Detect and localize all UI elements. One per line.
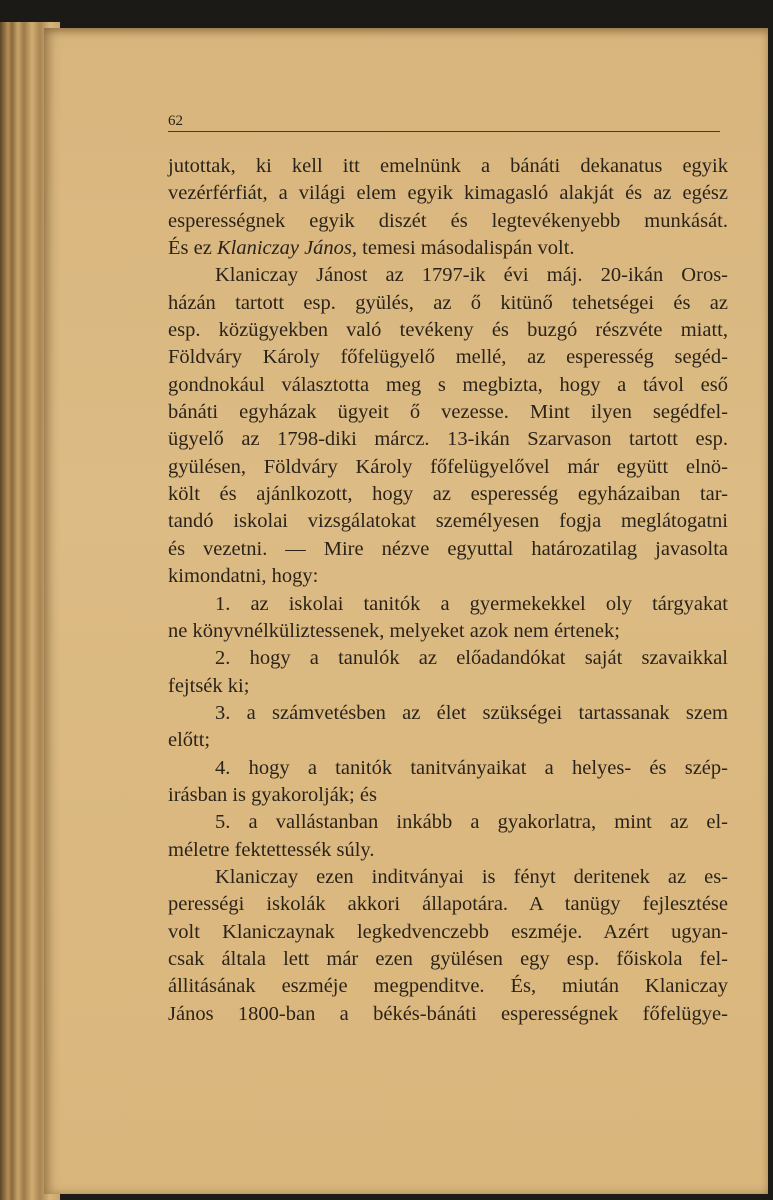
- text-line: 2. hogy a tanulók az előadandókat saját szavaikkal: [215, 647, 728, 670]
- text-line: Klaniczay ezen inditványai is fényt deritenek az es-: [215, 865, 728, 888]
- text-line: esperességnek egyik diszét és legtevékenyebb munkását.: [168, 209, 728, 232]
- text-line: házán tartott esp. gyülés, az ő kitünő tehetségei és az: [168, 291, 728, 314]
- text-line: [168, 235, 728, 262]
- header-rule: [168, 131, 720, 132]
- text-line: költ és ajánlkozott, hogy az esperesség egyházaiban tar-: [168, 483, 728, 506]
- italic-name: Klaniczay János,: [216, 237, 358, 260]
- text-line: jutottak, ki kell itt emelnünk a bánáti dekanatus egyik: [168, 155, 728, 177]
- text-line: János 1800-ban a békés-bánáti esperességnek főfelügye-: [168, 1002, 728, 1025]
- text-line: és vezetni. — Mire nézve egyuttal határozatilag javasolta: [168, 537, 728, 560]
- text-line: 3. a számvetésben az élet szükségei tartassanak szem: [215, 701, 728, 724]
- text-line: ügyelő az 1798-diki márcz. 13-ikán Szarvason tartott esp.: [168, 428, 728, 451]
- text-line: Klaniczay Jánost az 1797-ik évi máj. 20-ikán Oros-: [215, 264, 728, 287]
- text-line: 5. a vallástanban inkább a gyakorlatra, mint az el-: [215, 811, 728, 834]
- text-line: esp. közügyekben való tevékeny és buzgó részvéte miatt,: [168, 319, 728, 342]
- text-line: volt Klaniczaynak legkedvenczebb eszméje. Azért ugyan-: [168, 920, 728, 943]
- text-line: állitásának eszméje megpenditve. És, miután Klaniczay: [168, 975, 728, 998]
- text-line: csak általa lett már ezen gyülésen egy esp. főiskola fel-: [168, 947, 728, 970]
- text-segment: temesi másodalispán volt.: [357, 237, 575, 260]
- text-line: vezérférfiát, a világi elem egyik kimagasló alakját és az egész: [168, 182, 728, 205]
- body-text: [168, 153, 728, 1028]
- text-line: irásban is gyakorolják; és: [168, 783, 377, 806]
- text-line: fejtsék ki;: [168, 674, 250, 697]
- text-line: előtt;: [168, 729, 211, 752]
- text-line: Földváry Károly főfelügyelő mellé, az esperesség segéd-: [168, 346, 728, 369]
- text-line: 1. az iskolai tanitók a gyermekekkel oly tárgyakat: [215, 592, 728, 615]
- text-line: tandó iskolai vizsgálatokat személyesen fogja meglátogatni: [168, 510, 728, 533]
- text-line: bánáti egyházak ügyeit ő vezesse. Mint ilyen segédfel-: [168, 401, 728, 424]
- text-line: gondnokául választotta meg s megbizta, hogy a távol eső: [168, 373, 728, 396]
- text-line: 4. hogy a tanitók tanitványaikat a helyes- és szép-: [215, 756, 728, 779]
- text-line: ne könyvnélküliztessenek, melyeket azok nem értenek;: [168, 619, 620, 642]
- text-line: perességi iskolák akkori állapotára. A tanügy fejlesztése: [168, 893, 728, 916]
- text-segment: És ez: [168, 237, 217, 260]
- text-line: gyülésen, Földváry Károly főfelügyelővel már együtt elnö-: [168, 455, 728, 478]
- text-line: méletre fektettessék súly.: [168, 838, 375, 861]
- text-line: kimondatni, hogy:: [168, 565, 319, 588]
- page-number: 62: [168, 113, 183, 129]
